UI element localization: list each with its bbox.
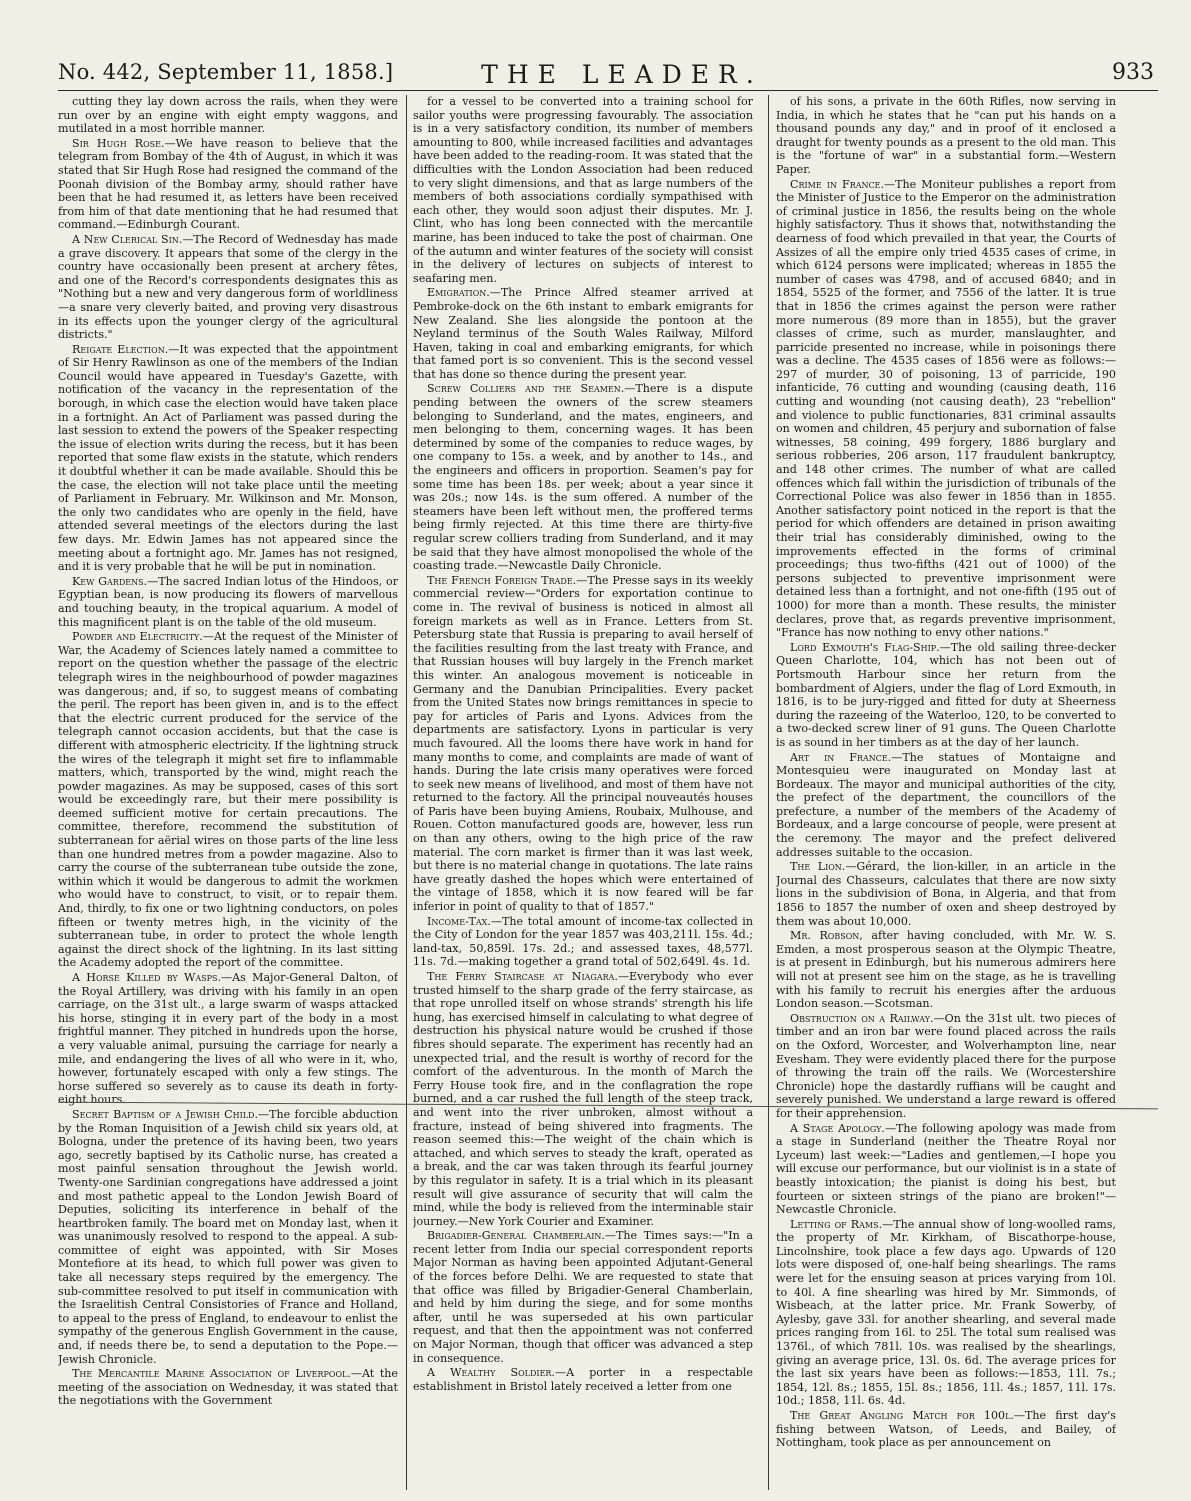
article-paragraph	[413, 574, 753, 914]
article-text: —The Moniteur publishes a report from the Minister of Justice to the Emperor on the administration of criminal justice in 1856, the results being on the whole highly satisfactory. Thus it shows that, notwithstanding the dearness of food which prevailed in that year, the Courts of Assizes of all the empire only tried 4535 cases of crime, in which 6124 persons were implicated; whereas in 1855 the number of cases was 4798, and of accused 6840; and in 1854, 5525 of the former, and 7556 of the latter. It is true that in 1856 the crimes against the person were rather more numerous (89 more than in 1855), but the graver classes of crime, such as murder, manslaughter, and parricide presented no increase, while in poisonings there was a decline. The 4535 cases of 1856 were as follows:—297 of murder, 30 of poisoning, 13 of parricide, 190 infanticide, 76 cutting and wounding (causing death, 116 cutting and wounding (not causing death), 23 "rebellion" and violence to public functionaries, 831 criminal assaults on women and children, 45 perjury and subornation of false witnesses, 58 coining, 499 forgery, 1886 burglary and serious robberies, 206 arson, 117 fraudulent bankruptcy, and 148 other crimes. The number of what are called offences which fall within the jurisdiction of tribunals of the Correctional Police was also fewer in 1856 than in 1855. Another satisfactory point noticed in the report is that the period for which offenders are detained in prison awaiting their trial has considerably diminished, owing to the improvements effected in the forms of criminal proceedings; thus two-fifths (421 out of 1000) of the persons subjected to preventive imprisonment were detained less than a fortnight, and not one-fifth (195 out of 1000) for more than a month. These results, the minister declares, prove that, as regards preventive imprisonment, "France has now nothing to envy other nations."	[776, 177, 1116, 640]
article-text: after having concluded, with Mr. W. S. Emden, a most prosperous season at the Olympic Theatre, is at present in Edinburgh, but his numerous admirers here will not at present see him on the stage, as he is travelling with his family to recruit his energies after the arduous London season.—Scotsman.	[776, 929, 1116, 1011]
column-1	[58, 95, 398, 1490]
article-paragraph	[413, 382, 753, 572]
article-paragraph	[776, 1122, 1116, 1217]
article-text: —The old sailing three-decker Queen Charlotte, 104, which has not been out of Portsmouth Harbour since her return from the bombardment of Algiers, under the flag of Lord Exmouth, in 1816, is to be jury-rigged and fitted for duty at Sheerness during the razeeing of the Waterloo, 120, to be converted to a two-decked screw liner of 91 guns. The Queen Charlotte is as sound in her timbers as at the day of her launch.	[776, 640, 1116, 749]
column-divider	[768, 95, 769, 1490]
article-heading: Lord Exmouth's Flag-Ship.	[790, 640, 940, 654]
article-paragraph	[413, 970, 753, 1228]
article-heading: Crime in France.	[790, 177, 885, 191]
newspaper-title: THE LEADER.	[481, 60, 763, 89]
article-text: —The forcible abduction by the Roman Inquisition of a Jewish child six years old, at Bologna, under the pretence of its having been, two years ago, secretly baptised by its Catholic nurse, has created a most painful sensation throughout the Jewish world. Twenty-one Sardinian congregations have addressed a joint and most pathetic appeal to the London Jewish Board of Deputies, soliciting its interference in behalf of the heartbroken family. The board met on Monday last, when it was unanimously resolved to respond to the appeal. A sub-committee of eight was appointed, with Sir Moses Montefiore at its head, to which full power was given to take all necessary steps required by the emergency. The sub-committee resolved to put itself in communication with the Israelitish Central Consistories of France and Holland, to appeal to the press of England, to endeavour to enlist the sympathy of the generous English Government in the cause, and, if needs there be, to send a deputation to the Pope.—Jewish Chronicle.	[58, 1107, 398, 1366]
article-paragraph	[776, 95, 1116, 177]
article-text: —The following apology was made from a stage in Sunderland (neither the Theatre Royal nor Lyceum) last week:—"Ladies and gentlemen,—I hope you will excuse our performance, but our violinist is in a state of beastly intoxication; the pianist is doing his best, but fourteen or sixteen strings of the piano are broken!"—Newcastle Chronicle.	[776, 1121, 1116, 1217]
article-heading: Kew Gardens.	[72, 574, 148, 588]
article-paragraph	[776, 178, 1116, 640]
article-heading: A Stage Apology.	[790, 1121, 885, 1135]
article-text: —A porter in a respectable establishment in Bristol lately received a letter from one	[413, 1366, 753, 1393]
article-heading: Letting of Rams.	[790, 1217, 883, 1231]
article-paragraph	[776, 860, 1116, 928]
article-paragraph	[58, 575, 398, 629]
article-heading: A New Clerical Sin.	[72, 232, 183, 246]
article-heading: The Mercantile Marine Association of Liverpool.	[72, 1367, 351, 1381]
article-text: —At the meeting of the association on Wednesday, it was stated that the negotiations with the Government	[58, 1367, 398, 1408]
article-heading: Reigate Election.	[72, 342, 169, 356]
article-heading: A Horse Killed by Wasps.	[72, 971, 222, 984]
article-paragraph	[776, 751, 1116, 860]
article-heading: The French Foreign Trade.	[427, 573, 577, 587]
article-paragraph	[413, 1366, 753, 1393]
article-paragraph	[58, 343, 398, 574]
issue-line: No. 442, September 11, 1858.]	[58, 60, 394, 84]
article-text: cutting they lay down across the rails, when they were run over by an engine with eight empty waggons, and mutilated in a most horrible manner.	[58, 95, 398, 136]
article-text: —As Major-General Dalton, of the Royal Artillery, was driving with his family in an open carriage, on the 31st ult., a large swarm of wasps attacked his horse, stinging it in every part of the body in a most frightful manner. They pitched in hundreds upon the horse, a very valuable animal, pursuing the carriage for nearly a mile, and endangering the lives of all who were in it, who, however, fortunately escaped with only a few stings. The horse suffered so severely as to cause its death in forty-eight hours.	[58, 971, 398, 1107]
article-heading: A Wealthy Soldier.	[427, 1366, 555, 1380]
page-number: 933	[1112, 60, 1154, 85]
article-text: —Everybody who ever trusted himself to the sharp grade of the ferry staircase, as that rope unrolled itself on whose strands' strength his life hung, has exercised himself in calculating to what degree of destruction his physical nature would be crushed if those fibres should separate. The experiment has recently had an unexpected trial, and the result is worthy of record for the comfort of the adventurous. In the month of March the Ferry House took fire, and in the conflagration the rope burned, and a car rushed the full length of the steep track, and went into the river unbroken, almost without a fracture, instead of being shivered into fragments. The reason seemed this:—The weight of the chain which is attached, and which serves to steady the kraft, operated as a break, and the car was taken through its fearful journey by this regulator in safety. It is a trial which in its pleasant result will give assurance of security that will calm the mind, while the body is relieved from the interminable stair journey.—New York Courier and Examiner.	[413, 970, 753, 1228]
article-paragraph	[58, 1367, 398, 1408]
article-heading: Screw Colliers and the Seamen.	[427, 382, 625, 396]
article-paragraph	[58, 95, 398, 136]
article-text: —The Times says:—"In a recent letter from India our special correspondent reports Major Norman as having been appointed Adjutant-General of the forces before Delhi. We are requested to state that that office was filled by Brigadier-General Chamberlain, and held by him during the siege, and for some months after, until he was superseded at his own particular request, and that then the appointment was not conferred on Major Norman, though that officer was advanced a step in consequence.	[413, 1229, 753, 1365]
article-paragraph	[58, 137, 398, 232]
article-heading: The Great Angling Match for 100l.	[790, 1409, 1014, 1422]
article-heading: Emigration.	[427, 286, 490, 300]
article-paragraph	[58, 1108, 398, 1366]
article-paragraph	[58, 233, 398, 342]
column-2	[413, 95, 753, 1490]
article-text: —The statues of Montaigne and Montesquieu were inaugurated on Monday last at Bordeaux. The mayor and municipal authorities of the city, the prefect of the department, the councillors of the prefecture, a number of the members of the Academy of Bordeaux, and a large concourse of people, were present at the ceremony. The mayor and the prefect delivered addresses suitable to the occasion.	[776, 750, 1116, 859]
column-3	[776, 95, 1116, 1490]
article-text: —The total amount of income-tax collected in the City of London for the year 1857 was 403,211l. 15s. 4d.; land-tax, 50,859l. 17s. 2d.; and assessed taxes, 48,577l. 11s. 7d.—making together a grand total of 502,649l. 4s. 1d.	[413, 914, 753, 969]
article-text: —Gérard, the lion-killer, in an article in the Journal des Chasseurs, calculates that there are now sixty lions in the subdivision of Bona, in Algeria, and that from 1856 to 1857 the number of oxen and sheep destroyed by them was about 10,000.	[776, 860, 1116, 928]
article-text: —The sacred Indian lotus of the Hindoos, or Egyptian bean, is now producing its flowers of marvellous and touching beauty, in the tropical aquarium. A model of this magnificent plant is on the table of the old museum.	[58, 574, 398, 629]
article-heading: Powder and Electricity.	[72, 630, 203, 644]
article-heading: Secret Baptism of a Jewish Child.	[72, 1107, 258, 1121]
article-text: —At the request of the Minister of War, the Academy of Sciences lately named a committee to report on the question whether the passage of the electric telegraph wires in the neighbourhood of powder magazines was dangerous; and, if so, to suggest means of combating the peril. The report has been given in, and is to the effect that the electric current produced for the service of the telegraph cannot occasion accidents, but that the case is different with atmospheric electricity. If the lightning struck the wires of the telegraph it might set fire to inflammable matters, which, transported by the wind, might reach the powder magazines. As may be supposed, cases of this sort would be exceedingly rare, but their mere possibility is deemed sufficient motive for certain precautions. The committee, therefore, recommend the substitution of subterranean for aërial wires on those parts of the line less than one hundred metres from a powder magazine. Also to carry the course of the subterranean tube outside the zone, within which it would be dangerous to admit the workmen who would have to construct, to visit, or to repair them. And, thirdly, to fix one or two lightning conductors, on poles fifteen or twenty metres high, in the vicinity of the subterranean tube, in order to protect the whole length against the direct shock of the lightning. In its last sitting the Academy adopted the report of the committee.	[58, 630, 398, 970]
article-text: —The Record of Wednesday has made a grave discovery. It appears that some of the clergy in the country have occasionally been present at archery fêtes, and one of the Record's correspondents designates this as "Nothing but a new and very dangerous form of worldliness—a snare very cleverly baited, and proving very disastrous in its effects upon the younger clergy of the agricultural districts."	[58, 232, 398, 342]
article-heading: Art in France.	[790, 750, 892, 764]
article-paragraph	[413, 286, 753, 381]
article-paragraph	[776, 1409, 1116, 1450]
article-text: —The Prince Alfred steamer arrived at Pembroke-dock on the 6th instant to embark emigrants for New Zealand. She lies alongside the pontoon at the Neyland terminus of the South Wales Railway, Milford Haven, taking in coal and embarking emigrants, for which that famed port is so convenient. This is the second vessel that has done so thence during the present year.	[413, 286, 753, 381]
masthead-rule	[58, 90, 1158, 91]
article-paragraph	[413, 915, 753, 969]
article-heading: Obstruction on a Railway.	[790, 1011, 934, 1025]
article-paragraph	[413, 95, 753, 285]
article-text: —We have reason to believe that the telegram from Bombay of the 4th of August, in which it was stated that Sir Hugh Rose had resigned the command of the Poonah division of the Bombay army, should rather have been that he had resumed it, as letters have been received from him of that date mentioning that he had resumed that command.—Edinburgh Courant.	[58, 136, 398, 232]
column-divider	[406, 95, 407, 1490]
article-text: —The annual show of long-woolled rams, the property of Mr. Kirkham, of Biscathorpe-house, Lincolnshire, took place a few days ago. Upwards of 120 lots were disposed of, one-half being shearlings. The rams were let for the ensuing season at prices varying from 10l. to 40l. A fine shearling was hired by Mr. Simmonds, of Wisbeach, at the latter price. Mr. Frank Sowerby, of Aylesby, gave 33l. for another shearling, and several made prices ranging from 16l. to 25l. The total sum realised was 1376l., of which 781l. 10s. was realised by the shearlings, giving an average price, 13l. 0s. 6d. The average prices for the last six years have been as follows:—1853, 11l. 7s.; 1854, 12l. 8s.; 1855, 15l. 8s.; 1856, 11l. 4s.; 1857, 11l. 17s. 10d.; 1858, 11l. 6s. 4d.	[776, 1217, 1116, 1408]
article-paragraph	[776, 641, 1116, 750]
article-heading: Income-Tax.	[427, 914, 491, 928]
article-heading: Brigadier-General Chamberlain.	[427, 1229, 605, 1243]
article-text: for a vessel to be converted into a training school for sailor youths were progressing favourably. The association is in a very satisfactory condition, its number of members amounting to 800, while increased facilities and advantages have been added to the reading-room. It was stated that the difficulties with the London Association had been reduced to very slight dimensions, and that as large numbers of the members of both associations cordially sympathised with each other, they would soon adjust their disputes. Mr. J. Clint, who has long been connected with the mercantile marine, has been induced to take the post of chairman. One of the autumn and winter features of the society will consist in the delivery of lectures on subjects of interest to seafaring men.	[413, 95, 753, 285]
article-paragraph	[413, 1229, 753, 1365]
article-paragraph	[776, 929, 1116, 1011]
masthead	[58, 56, 1158, 90]
article-paragraph	[58, 630, 398, 970]
article-heading: The Ferry Staircase at Niagara.	[427, 970, 618, 983]
article-text: —There is a dispute pending between the owners of the screw steamers belonging to Sunderland, and the mates, engineers, and men belonging to them, concerning wages. It has been determined by some of the companies to reduce wages, by one company to 15s. a week, and by another to 14s., and the engineers and officers in proportion. Seamen's pay for some time has been 18s. per week; about a year since it was 20s.; now 14s. is the sum offered. A number of the steamers have been left without men, the proffered terms being firmly rejected. At this time there are thirty-five regular screw colliers trading from Sunderland, and it may be said that they have almost monopolised the whole of the coasting trade.—Newcastle Daily Chronicle.	[413, 382, 753, 573]
article-text: —On the 31st ult. two pieces of timber and an iron bar were found placed across the rails on the Oxford, Worcester, and Wolverhampton line, near Evesham. They were evidently placed there for the purpose of throwing the train off the rails. We (Worcestershire Chronicle) hope the dastardly ruffians will be caught and severely punished. We understand a large reward is offered for their apprehension.	[776, 1011, 1116, 1120]
article-paragraph	[776, 1218, 1116, 1408]
article-text: —It was expected that the appointment of Sir Henry Rawlinson as one of the members of the Indian Council would have appeared in Tuesday's Gazette, with notification of the vacancy in the representation of the borough, in which case the election would have taken place in a fortnight. An Act of Parliament was passed during the last session to extend the powers of the Speaker respecting the issue of election writs during the recess, but it has been reported that some flaw exists in the statute, which renders it doubtful whether it can be made available. Should this be the case, the election will not take place until the meeting of Parliament in February. Mr. Wilkinson and Mr. Monson, the only two candidates who are openly in the field, have attended several meetings of the electors during the last few days. Mr. Edwin James has not appeared since the meeting about a fortnight ago. Mr. James has not resigned, and it is very probable that he will be put in nomination.	[58, 342, 398, 574]
article-text: of his sons, a private in the 60th Rifles, now serving in India, in which he states that he "can put his hands on a thousand pounds any day," and in proof of it enclosed a draught for twenty pounds as a present to the old man. This is the "fortune of war" in a substantial form.—Western Paper.	[776, 95, 1116, 176]
article-paragraph	[776, 1012, 1116, 1121]
article-text: —The Presse says in its weekly commercial review—"Orders for exportation continue to come in. The revival of business is noticed in almost all foreign markets as well as in France. Letters from St. Petersburg state that Russia is preparing to avail herself of the facilities resulting from the last treaty with France, and that Russian houses will buy largely in the French market this winter. An analogous movement is noticeable in Germany and the Danubian Principalities. Every packet from the United States now brings remittances in specie to pay for articles of Paris and Lyons. Advices from the departments are satisfactory. Lyons in particular is very much favoured. All the looms there have work in hand for many months to come, and complaints are made of want of hands. During the late crisis many operatives were forced to seek new means of livelihood, and most of them have not returned to the factory. All the principal nouveautés houses of Paris have been buying Amiens, Roubaix, Mulhouse, and Rouen. Cotton manufactured goods are, however, less run on than any others, owing to the high price of the raw material. The corn market is firmer than it was last week, but there is no material change in quotations. The late rains have greatly dashed the hopes which were entertained of the vintage of 1858, which it is now feared will be far inferior in point of quality to that of 1857."	[413, 573, 753, 914]
article-text: —The first day's fishing between Watson, of Leeds, and Bailey, of Nottingham, took place as per announcement on	[776, 1409, 1116, 1450]
article-heading: Sir Hugh Rose.	[72, 136, 165, 150]
article-paragraph	[58, 971, 398, 1107]
article-heading: The Lion.	[790, 860, 846, 874]
article-heading: Mr. Robson,	[790, 929, 863, 943]
